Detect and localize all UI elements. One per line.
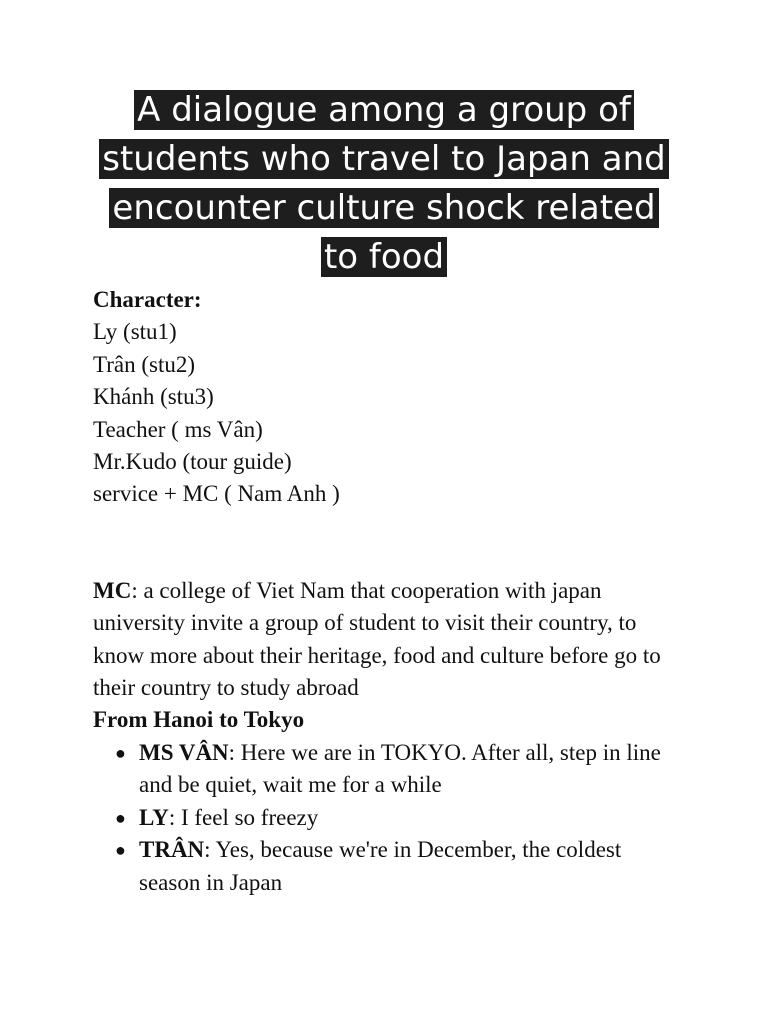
dialogue-text: : Yes, because we're in December, the coldest season in Japan <box>139 837 622 895</box>
title-text: A dialogue among a group of students who travel to Japan and encounter culture shock related to food <box>99 90 668 277</box>
character-item: Teacher ( ms Vân) <box>93 416 263 442</box>
speaker-name: TRÂN <box>139 837 205 863</box>
dialogue-line <box>115 737 683 802</box>
character-item: Mr.Kudo (tour guide) <box>93 449 292 475</box>
intro-speaker: MC <box>93 577 132 603</box>
intro-text: : a college of Viet Nam that cooperation with japan university invite a group of student to visit their country, to know more about their heritage, food and culture before go to their country to study abroad <box>93 577 661 701</box>
speaker-name: LY <box>139 804 169 830</box>
speaker-name: MS VÂN <box>139 739 229 765</box>
character-item: service + MC ( Nam Anh ) <box>93 481 340 507</box>
intro-paragraph <box>93 575 683 705</box>
bullet-icon: ● <box>115 742 126 763</box>
dialogue-text: : Here we are in TOKYO. After all, step in line and be quiet, wait me for a while <box>139 739 661 798</box>
blank-space <box>93 511 683 575</box>
document-title <box>90 86 678 282</box>
character-item: Khánh (stu3) <box>93 384 214 410</box>
character-item: Trân (stu2) <box>93 351 196 377</box>
dialogue-line <box>115 834 683 899</box>
dialogue-text: : I feel so freezy <box>168 804 319 830</box>
bullet-icon: ● <box>115 807 126 828</box>
character-item: Ly (stu1) <box>93 319 177 345</box>
character-heading: Character: <box>93 287 202 312</box>
dialogue-line <box>115 802 683 834</box>
section-heading: From Hanoi to Tokyo <box>93 707 305 733</box>
dialogue-list <box>93 737 683 899</box>
document-body <box>93 284 683 899</box>
bullet-icon: ● <box>115 840 126 861</box>
